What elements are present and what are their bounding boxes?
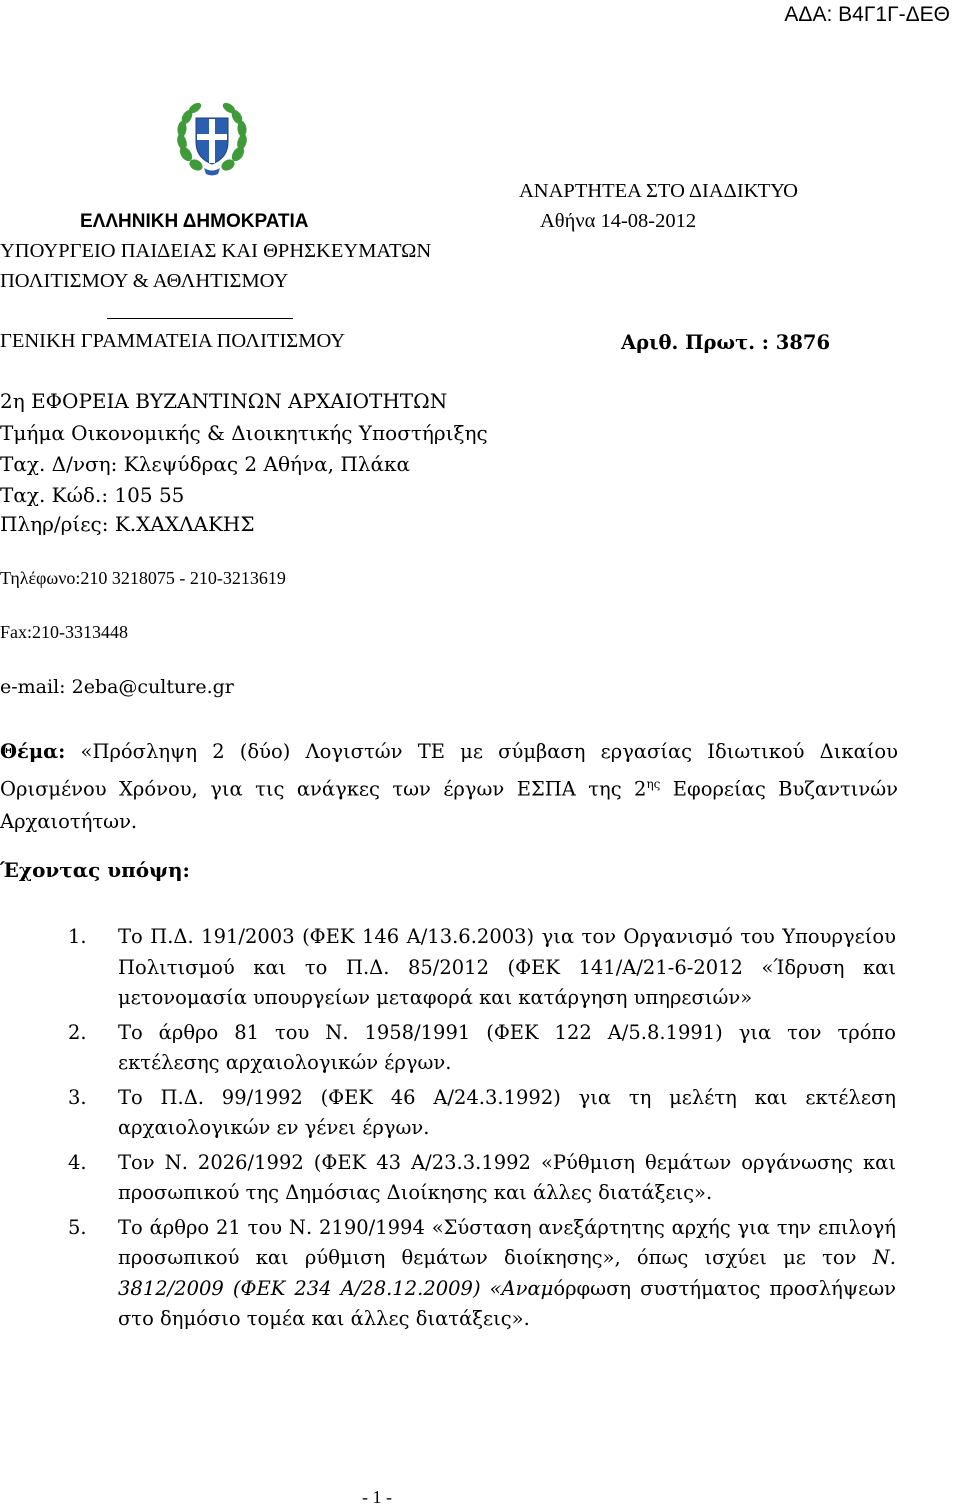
list-item xyxy=(68,1213,896,1335)
general-secretariat: ΓΕΝΙΚΗ ΓΡΑΜΜΑΤΕΙΑ ΠΟΛΙΤΙΣΜΟΥ xyxy=(0,330,346,352)
list-item-number: 2. xyxy=(68,1020,87,1044)
postal-address: Ταχ. Δ/νση: Κλεψύδρας 2 Αθήνα, Πλάκα xyxy=(0,452,410,476)
subject-label: Θέμα: xyxy=(0,740,66,763)
phone-numbers: Τηλέφωνο:210 3218075 - 210-3213619 xyxy=(0,568,286,588)
department-name: Τμήμα Οικονομικής & Διοικητικής Υποστήριξης xyxy=(0,421,488,445)
ministry-line-2: ΠΟΛΙΤΙΣΜΟΥ & ΑΘΛΗΤΙΣΜΟΥ xyxy=(0,270,289,292)
email-address: e-mail: 2eba@culture.gr xyxy=(0,676,234,698)
ministry-line-1: ΥΠΟΥΡΓΕΙΟ ΠΑΙΔΕΙΑΣ ΚΑΙ ΘΡΗΣΚΕΥΜΑΤΩΝ xyxy=(0,240,432,262)
list-item xyxy=(68,1148,896,1209)
list-item-number: 1. xyxy=(68,925,87,948)
fax-number: Fax:210-3313448 xyxy=(0,622,128,642)
list-item xyxy=(68,1083,896,1144)
page-number: - 1 - xyxy=(362,1487,392,1507)
list-item-text: Τον Ν. 2026/1992 (ΦΕΚ 43 Α/23.3.1992 «Ρύθμιση θεμάτων οργάνωσης και προσωπικού της Δημόσιας Διοίκησης και άλλες διατάξεις». xyxy=(118,1150,896,1204)
republic-title: ΕΛΛΗΝΙΚΗ ΔΗΜΟΚΡΑΤΙΑ xyxy=(80,211,309,232)
greek-emblem-icon xyxy=(176,102,248,176)
list-item-text: Το άρθρο 81 του Ν. 1958/1991 (ΦΕΚ 122 Α/5.8.1991) για τον τρόπο εκτέλεσης αρχαιολογικών έργων. xyxy=(118,1020,896,1074)
list-item-number: 4. xyxy=(68,1150,87,1174)
list-item-number: 3. xyxy=(68,1085,87,1109)
list-item-text: Το άρθρο 21 του Ν. 2190/1994 «Σύσταση ανεξάρτητης αρχής για την επιλογή προσωπικού και ρύθμιση θεμάτων διοίκησης», όπως ισχύει με τον xyxy=(118,1215,896,1269)
list-item-text: Το Π.Δ. 99/1992 (ΦΕΚ 46 Α/24.3.1992) για τη μελέτη και εκτέλεση αρχαιολογικών εν γένει έργων. xyxy=(118,1085,896,1139)
considerations-list xyxy=(68,922,896,1339)
posting-note: ΑΝΑΡΤΗΤΕΑ ΣΤΟ ΔΙΑΔΙΚΤΥΟ xyxy=(519,180,798,202)
ephorate-name: 2η ΕΦΟΡΕΙΑ ΒΥΖΑΝΤΙΝΩΝ ΑΡΧΑΙΟΤΗΤΩΝ xyxy=(0,389,448,413)
list-item xyxy=(68,922,896,1014)
subject-paragraph xyxy=(0,736,898,838)
date-line: Αθήνα 14-08-2012 xyxy=(540,210,697,232)
list-item-number: 5. xyxy=(68,1215,87,1239)
list-item-text: Το Π.Δ. 191/2003 (ΦΕΚ 146 Α/13.6.2003) για τον Οργανισμό του Υπουργείου Πολιτισμού και το Π.Δ. 85/2012 (ΦΕΚ 141/Α/21-6-2012 «Ίδρυση και μετονομασία υπουργείων μεταφορά και κατάργηση υπηρεσιών» xyxy=(118,925,896,1009)
postal-code: Ταχ. Κώδ.: 105 55 xyxy=(0,483,185,507)
subject-text: «Πρόσληψη 2 (δύο) Λογιστών ΤΕ με σύμβαση εργασίας Ιδιωτικού Δικαίου Ορισμένου Χρόνου, για τις ανάγκες των έργων ΕΣΠΑ της 2 xyxy=(0,740,898,801)
considering-heading: Έχοντας υπόψη: xyxy=(0,858,190,882)
list-item-italic-text: Ν. 3812/2009 (ΦΕΚ 234 Α/28.12.2009) «Αναμ xyxy=(118,1246,896,1300)
list-item-text-end: όρφωση συστήματος προσλήψεων στο δημόσιο τομέα και άλλες διατάξεις». xyxy=(118,1276,896,1330)
list-item xyxy=(68,1018,896,1079)
protocol-number: Αριθ. Πρωτ. : 3876 xyxy=(621,331,831,354)
subject-superscript: ης xyxy=(646,777,661,791)
contact-person: Πληρ/ρίες: Κ.ΧΑΧΛΑΚΗΣ xyxy=(0,512,255,536)
subject-text-end: Εφορείας Βυζαντινών Αρχαιοτήτων. xyxy=(0,777,898,833)
header-divider xyxy=(107,318,293,319)
ada-code: ΑΔΑ: Β4Γ1Γ-ΔΕΘ xyxy=(784,3,950,26)
